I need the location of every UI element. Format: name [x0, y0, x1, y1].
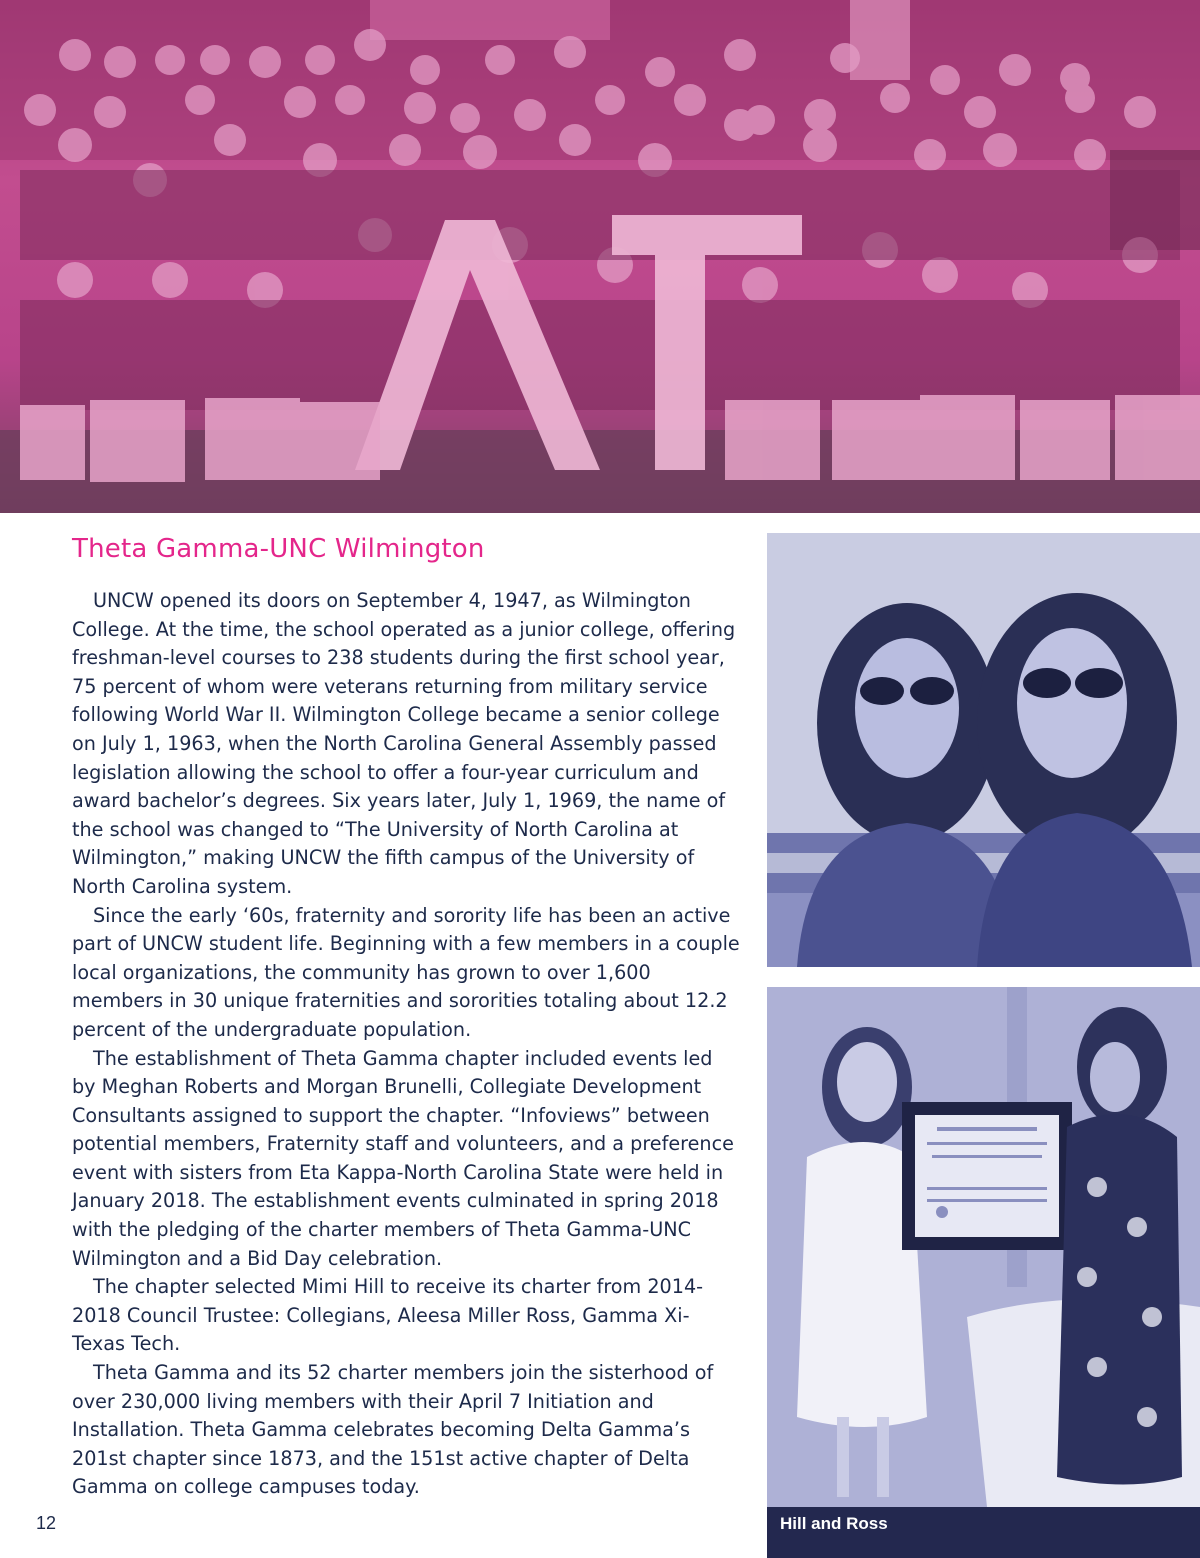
beach-photo — [767, 533, 1200, 967]
paragraph-establishment: The establishment of Theta Gamma chapter included events led by Meghan Roberts and Morgan Brunelli, Collegiate Development Consultants assigned to support the chapter. “Infoviews” between potential members, Fraternity staff and volunteers, and a preference event with sisters from Eta Kappa-North Carolina State were held in January 2018. The establishment events culminated in spring 2018 with the pledging of the charter members of Theta Gamma-UNC Wilmington and a Bid Day celebration. — [72, 1046, 734, 1270]
article-title: Theta Gamma-UNC Wilmington — [72, 534, 485, 564]
group-photo-icon — [0, 0, 1200, 513]
page-number: 12 — [36, 1513, 57, 1533]
paragraph-history: UNCW opened its doors on September 4, 1947, as Wilmington College. At the time, the school operated as a junior college, offering freshman-level courses to 238 students during the first school year, 75 percent of whom were veterans returning from military service following World War II. Wilmington College became a senior college on July 1, 1963, when the North Carolina General Assembly passed legislation allowing the school to offer a four-year curriculum and award bachelor’s degrees. Six years later, July 1, 1969, the name of the school was changed to “The University of North Carolina at Wilmington,” making UNCW the fifth campus of the University of North Carolina system. — [72, 589, 736, 898]
charter-presentation-photo-icon — [767, 987, 1200, 1558]
paragraph-charter: The chapter selected Mimi Hill to receive its charter from 2014-2018 Council Trustee: Collegians, Aleesa Miller Ross, Gamma Xi-Texas Tech. — [72, 1275, 704, 1356]
photo-caption: Hill and Ross — [780, 1514, 888, 1533]
group-photo — [0, 0, 1200, 513]
beach-photo-icon — [767, 533, 1200, 967]
article-body — [72, 587, 740, 1502]
paragraph-installation: Theta Gamma and its 52 charter members join the sisterhood of over 230,000 living members with their April 7 Initiation and Installation. Theta Gamma celebrates becoming Delta Gamma’s 201st chapter since 1873, and the 151st active chapter of Delta Gamma on college campuses today. — [72, 1361, 714, 1499]
charter-presentation-photo — [767, 987, 1200, 1558]
paragraph-greek-life: Since the early ‘60s, fraternity and sorority life has been an active part of UNCW student life. Beginning with a few members in a couple local organizations, the community has grown to over 1,600 members in 30 unique fraternities and sororities totaling about 12.2 percent of the undergraduate population. — [72, 903, 740, 1041]
